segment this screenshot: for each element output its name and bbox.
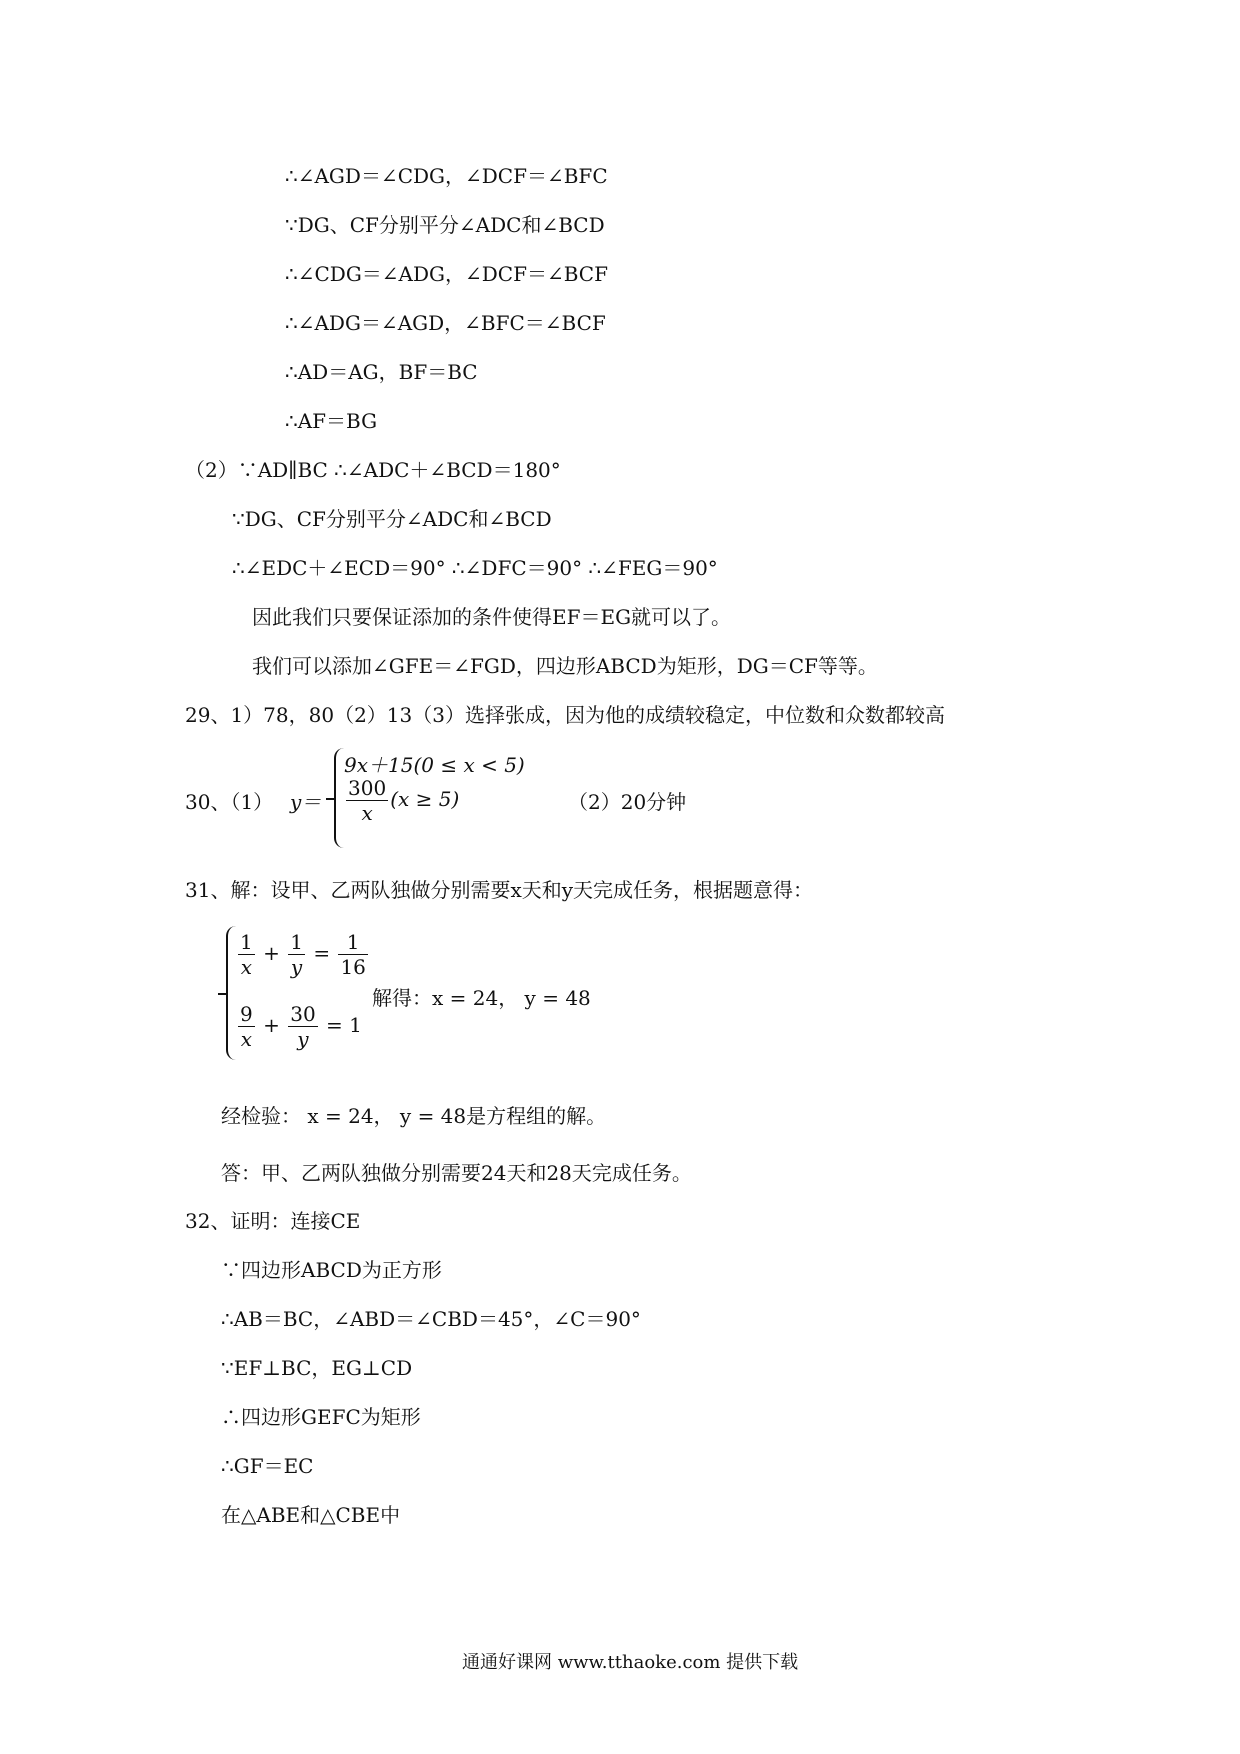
proof-line: （2）∵AD∥BC ∴∠ADC＋∠BCD＝180° (185, 458, 561, 482)
q31-brace (226, 926, 236, 1060)
q30-case2 (344, 776, 460, 837)
q30-case2-num: 300 (348, 776, 387, 800)
q32-line: ∵EF⊥BC，EG⊥CD (221, 1356, 413, 1380)
q32-line: 32、证明：连接CE (185, 1209, 361, 1233)
q31-answer: 答：甲、乙两队独做分别需要24天和28天完成任务。 (221, 1161, 692, 1185)
q31-check: 经检验： x = 24， y = 48是方程组的解。 (221, 1104, 607, 1128)
q31-eq1-a-num: 1 (240, 930, 253, 954)
answer-29: 29、1）78，80（2）13（3）选择张成，因为他的成绩较稳定，中位数和众数都较高 (185, 703, 945, 727)
q31-eq1-eq: = (313, 941, 331, 965)
q31-eq1-op: + (263, 941, 280, 965)
q31-intro: 31、解：设甲、乙两队独做分别需要x天和y天完成任务，根据题意得： (185, 878, 814, 902)
q32-line: ∵四边形ABCD为正方形 (221, 1258, 442, 1282)
q30-label: 30、（1） (185, 790, 274, 814)
q31-eq1-a-den: x (240, 955, 252, 979)
proof-line: 因此我们只要保证添加的条件使得EF＝EG就可以了。 (252, 605, 732, 629)
q32-line: 在△ABE和△CBE中 (221, 1503, 401, 1527)
q31-eq2-b-den: y (297, 1027, 309, 1051)
q31-eq1 (236, 930, 370, 979)
q31-eq2-b-num: 30 (290, 1002, 316, 1026)
q30-part2: （2）20分钟 (568, 790, 687, 814)
proof-line: ∴AD＝AG，BF＝BC (285, 360, 478, 384)
q31-eq2-a-num: 9 (240, 1002, 253, 1026)
q32-line: ∴AB＝BC，∠ABD＝∠CBD＝45°，∠C＝90° (221, 1307, 641, 1331)
q31-solved: 解得：x = 24， y = 48 (372, 986, 591, 1010)
q31-eq2-a-den: x (240, 1027, 252, 1051)
q31-eq2-eq: = 1 (326, 1013, 362, 1037)
q31-eq1-b-den: y (290, 955, 303, 979)
proof-line: ∴∠ADG＝∠AGD，∠BFC＝∠BCF (285, 311, 606, 335)
q30-case2-cond: (x ≥ 5) (390, 787, 460, 811)
proof-line: ∴∠EDC＋∠ECD＝90° ∴∠DFC＝90° ∴∠FEG＝90° (232, 556, 718, 580)
q30-case1: 9x＋15(0 ≤ x < 5) (344, 753, 525, 777)
q31-eq1-c-num: 1 (338, 930, 367, 955)
proof-line: ∵DG、CF分别平分∠ADC和∠BCD (285, 213, 605, 237)
q31-eq1-b-num: 1 (290, 930, 303, 954)
q30-brace (334, 748, 344, 848)
proof-line: 我们可以添加∠GFE＝∠FGD，四边形ABCD为矩形，DG＝CF等等。 (252, 654, 878, 678)
proof-line: ∴∠AGD＝∠CDG，∠DCF＝∠BFC (285, 164, 608, 188)
proof-line: ∴∠CDG＝∠ADG，∠DCF＝∠BCF (285, 262, 608, 286)
q31-eq1-c-den: 16 (340, 955, 366, 979)
proof-line: ∵DG、CF分别平分∠ADC和∠BCD (232, 507, 552, 531)
proof-line: ∴AF＝BG (285, 409, 378, 433)
q31-eq2 (236, 1002, 362, 1051)
q30-y-eq: y＝ (290, 790, 322, 814)
q32-line: ∴GF＝EC (221, 1454, 314, 1478)
q32-line: ∴四边形GEFC为矩形 (221, 1405, 421, 1429)
q30-case2-den: x (361, 801, 373, 825)
page-footer: 通通好课网 www.tthaoke.com 提供下载 (462, 1652, 799, 1673)
q31-eq2-op: + (263, 1013, 280, 1037)
